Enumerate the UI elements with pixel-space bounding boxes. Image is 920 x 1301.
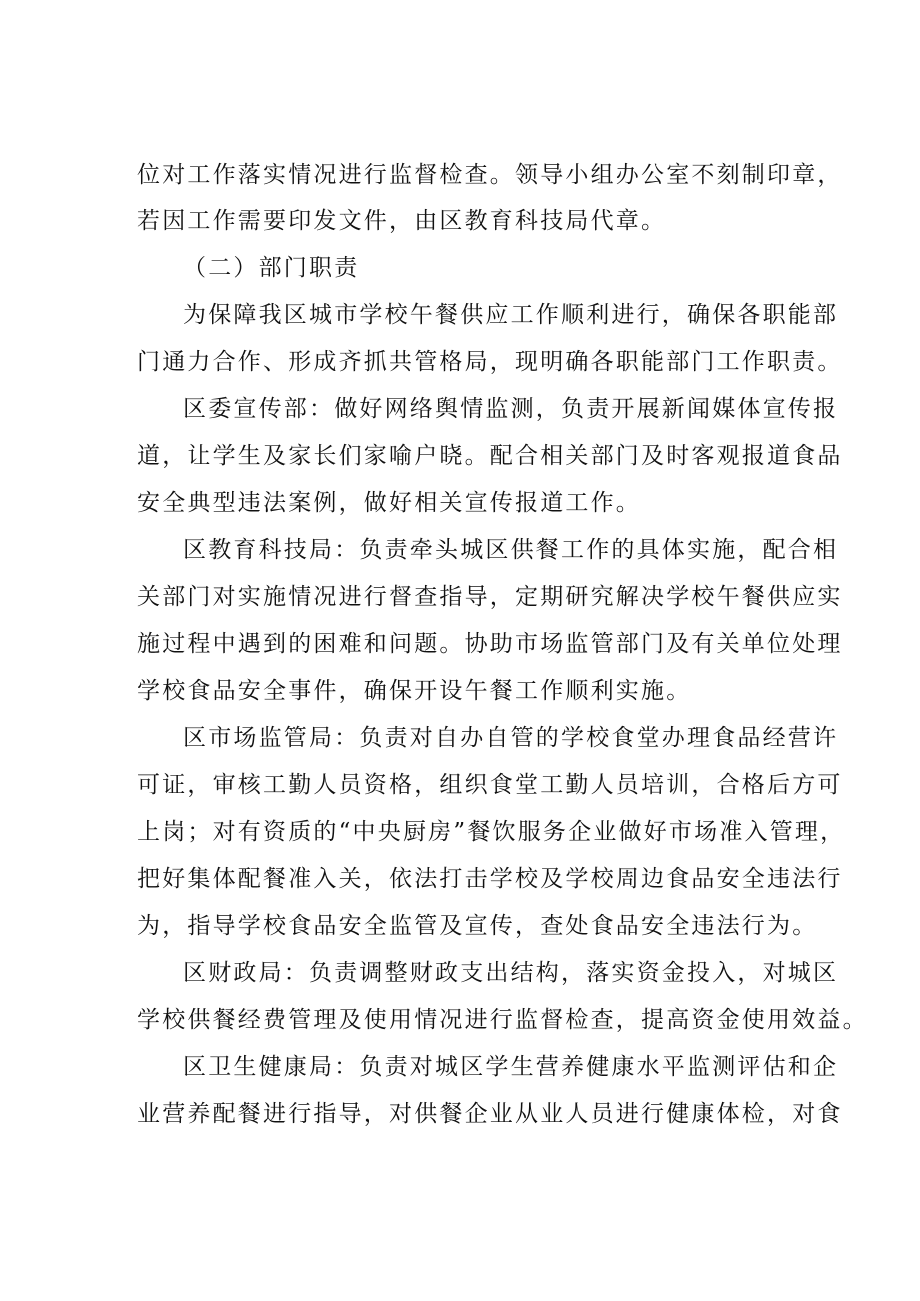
body-text-line: 关部门对实施情况进行督查指导，定期研究解决学校午餐供应实 [137,584,843,610]
paragraph-first-line: 区卫生健康局：负责对城区学生营养健康水平监测评估和企 [183,1054,839,1080]
paragraph-first-line: 为保障我区城市学校午餐供应工作顺利进行，确保各职能部 [183,302,839,328]
paragraph-first-line: 区财政局：负责调整财政支出结构，落实资金投入，对城区 [183,960,839,986]
body-text-line: 施过程中遇到的困难和问题。协助市场监管部门及有关单位处理 [137,631,843,657]
body-text-line: 若因工作需要印发文件，由区教育科技局代章。 [137,208,667,234]
body-text-line: 道，让学生及家长们家喻户晓。配合相关部门及时客观报道食品 [137,443,843,469]
paragraph-first-line: 区教育科技局：负责牵头城区供餐工作的具体实施，配合相 [183,537,839,563]
body-text-line: 上岗；对有资质的“中央厨房”餐饮服务企业做好市场准入管理， [137,819,846,845]
body-text-line: 学校食品安全事件，确保开设午餐工作顺利实施。 [137,678,692,704]
body-text-line: 可证，审核工勤人员资格，组织食堂工勤人员培训，合格后方可 [137,772,843,798]
paragraph-first-line: 区市场监管局：负责对自办自管的学校食堂办理食品经营许 [183,725,839,751]
body-text-line: 门通力合作、形成齐抓共管格局，现明确各职能部门工作职责。 [137,349,843,375]
body-text-line: 安全典型违法案例，做好相关宣传报道工作。 [137,490,641,516]
section-heading: （二）部门职责 [183,255,360,281]
body-text-line: 业营养配餐进行指导，对供餐企业从业人员进行健康体检，对食 [137,1101,843,1127]
body-text-line: 为，指导学校食品安全监管及宣传，查处食品安全违法行为。 [137,913,818,939]
body-text-line: 学校供餐经费管理及使用情况进行监督检查，提高资金使用效益。 [137,1007,868,1033]
paragraph-first-line: 区委宣传部：做好网络舆情监测，负责开展新闻媒体宣传报 [183,396,839,422]
body-text-line: 把好集体配餐准入关，依法打击学校及学校周边食品安全违法行 [137,866,843,892]
body-text-line: 位对工作落实情况进行监督检查。领导小组办公室不刻制印章， [137,162,843,188]
